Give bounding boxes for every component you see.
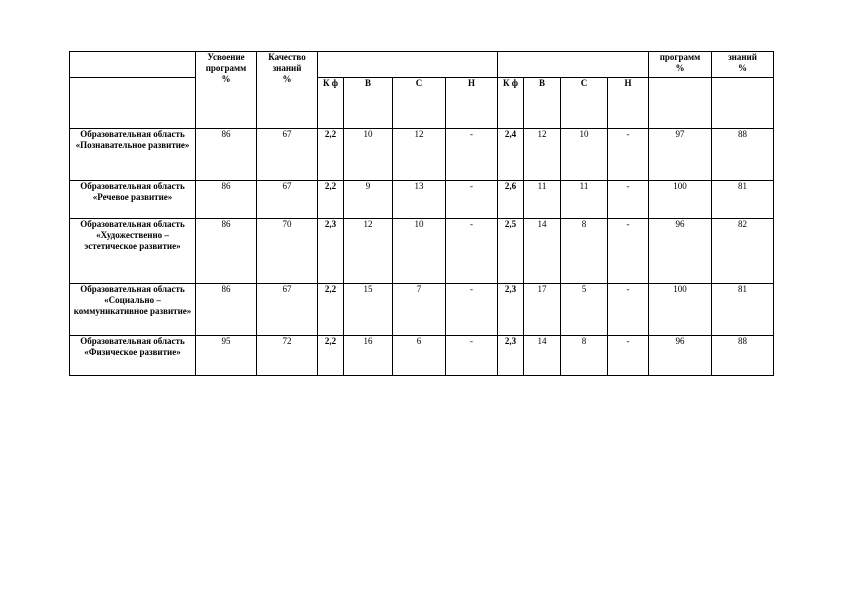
cell: 2,3 bbox=[498, 336, 524, 376]
cell: 70 bbox=[257, 219, 318, 284]
cell: 81 bbox=[712, 181, 774, 219]
cell: - bbox=[446, 336, 498, 376]
cell: 11 bbox=[524, 181, 561, 219]
cell: 2,5 bbox=[498, 219, 524, 284]
header-programs-unit: % bbox=[675, 63, 685, 73]
header-knowledge bbox=[712, 52, 774, 78]
cell: 8 bbox=[561, 219, 608, 284]
cell: 9 bbox=[344, 181, 393, 219]
header-assimilation bbox=[196, 52, 257, 129]
header-quality-label: Качество знаний bbox=[268, 52, 306, 73]
cell: 86 bbox=[196, 129, 257, 181]
cell: 10 bbox=[393, 219, 446, 284]
cell: 12 bbox=[393, 129, 446, 181]
cell: 67 bbox=[257, 284, 318, 336]
cell: - bbox=[446, 219, 498, 284]
cell: 8 bbox=[561, 336, 608, 376]
cell: 6 bbox=[393, 336, 446, 376]
sub-v-start: В bbox=[344, 78, 393, 129]
area-label: Образовательная область «Физическое развитие» bbox=[70, 336, 196, 376]
sub-kf-end: К ф bbox=[498, 78, 524, 129]
cell: 7 bbox=[393, 284, 446, 336]
cell: 15 bbox=[344, 284, 393, 336]
cell: - bbox=[446, 181, 498, 219]
area-label: Образовательная область «Социально – коммуникативное развитие» bbox=[70, 284, 196, 336]
cell: 100 bbox=[649, 181, 712, 219]
cell: 2,6 bbox=[498, 181, 524, 219]
cell: 2,3 bbox=[318, 219, 344, 284]
cell: 14 bbox=[524, 219, 561, 284]
cell: 12 bbox=[344, 219, 393, 284]
cell: 67 bbox=[257, 181, 318, 219]
area-label: Образовательная область «Художественно – эстетическое развитие» bbox=[70, 219, 196, 284]
header-assimilation-unit: % bbox=[221, 74, 231, 84]
cell: 86 bbox=[196, 219, 257, 284]
table-row bbox=[70, 181, 774, 219]
sub-n-start: Н bbox=[446, 78, 498, 129]
cell: 2,2 bbox=[318, 284, 344, 336]
cell: 13 bbox=[393, 181, 446, 219]
header-programs-label: программ bbox=[659, 52, 701, 62]
header-quality-unit: % bbox=[282, 74, 292, 84]
cell: 2,2 bbox=[318, 336, 344, 376]
sub-s-start: С bbox=[393, 78, 446, 129]
cell: - bbox=[608, 336, 649, 376]
cell: 5 bbox=[561, 284, 608, 336]
header-assimilation-label: Усвоение программ bbox=[205, 52, 247, 73]
cell: 67 bbox=[257, 129, 318, 181]
cell: 10 bbox=[561, 129, 608, 181]
header-quality bbox=[257, 52, 318, 129]
cell: 11 bbox=[561, 181, 608, 219]
cell: 96 bbox=[649, 336, 712, 376]
cell: 12 bbox=[524, 129, 561, 181]
cell: 16 bbox=[344, 336, 393, 376]
cell: 14 bbox=[524, 336, 561, 376]
header-group-end bbox=[498, 52, 649, 78]
sub-empty-2 bbox=[712, 78, 774, 129]
table-row bbox=[70, 336, 774, 376]
cell: - bbox=[446, 284, 498, 336]
header-row-top bbox=[70, 52, 774, 78]
cell: 17 bbox=[524, 284, 561, 336]
area-label: Образовательная область «Речевое развитие» bbox=[70, 181, 196, 219]
cell: 82 bbox=[712, 219, 774, 284]
cell: 10 bbox=[344, 129, 393, 181]
cell: - bbox=[608, 129, 649, 181]
header-programs bbox=[649, 52, 712, 78]
header-knowledge-label: знаний bbox=[728, 52, 757, 62]
cell: 2,2 bbox=[318, 181, 344, 219]
table-row bbox=[70, 284, 774, 336]
cell: 2,2 bbox=[318, 129, 344, 181]
sub-v-end: В bbox=[524, 78, 561, 129]
cell: 72 bbox=[257, 336, 318, 376]
cell: 88 bbox=[712, 129, 774, 181]
header-row-sub bbox=[70, 78, 774, 129]
cell: 86 bbox=[196, 284, 257, 336]
sub-empty-1 bbox=[649, 78, 712, 129]
cell: 2,3 bbox=[498, 284, 524, 336]
cell: - bbox=[608, 219, 649, 284]
cell: - bbox=[608, 181, 649, 219]
sub-s-end: С bbox=[561, 78, 608, 129]
cell: 100 bbox=[649, 284, 712, 336]
cell: 95 bbox=[196, 336, 257, 376]
cell: - bbox=[608, 284, 649, 336]
sub-kf-start: К ф bbox=[318, 78, 344, 129]
sub-n-end: Н bbox=[608, 78, 649, 129]
cell: 96 bbox=[649, 219, 712, 284]
cell: 2,4 bbox=[498, 129, 524, 181]
header-knowledge-unit: % bbox=[738, 63, 747, 73]
cell: - bbox=[446, 129, 498, 181]
results-table bbox=[69, 51, 774, 376]
cell: 88 bbox=[712, 336, 774, 376]
cell: 97 bbox=[649, 129, 712, 181]
table-row bbox=[70, 219, 774, 284]
area-label: Образовательная область «Познавательное развитие» bbox=[70, 129, 196, 181]
cell: 81 bbox=[712, 284, 774, 336]
header-group-start bbox=[318, 52, 498, 78]
header-corner bbox=[70, 52, 196, 78]
cell: 86 bbox=[196, 181, 257, 219]
table-row bbox=[70, 129, 774, 181]
header-sub-empty bbox=[70, 78, 196, 129]
